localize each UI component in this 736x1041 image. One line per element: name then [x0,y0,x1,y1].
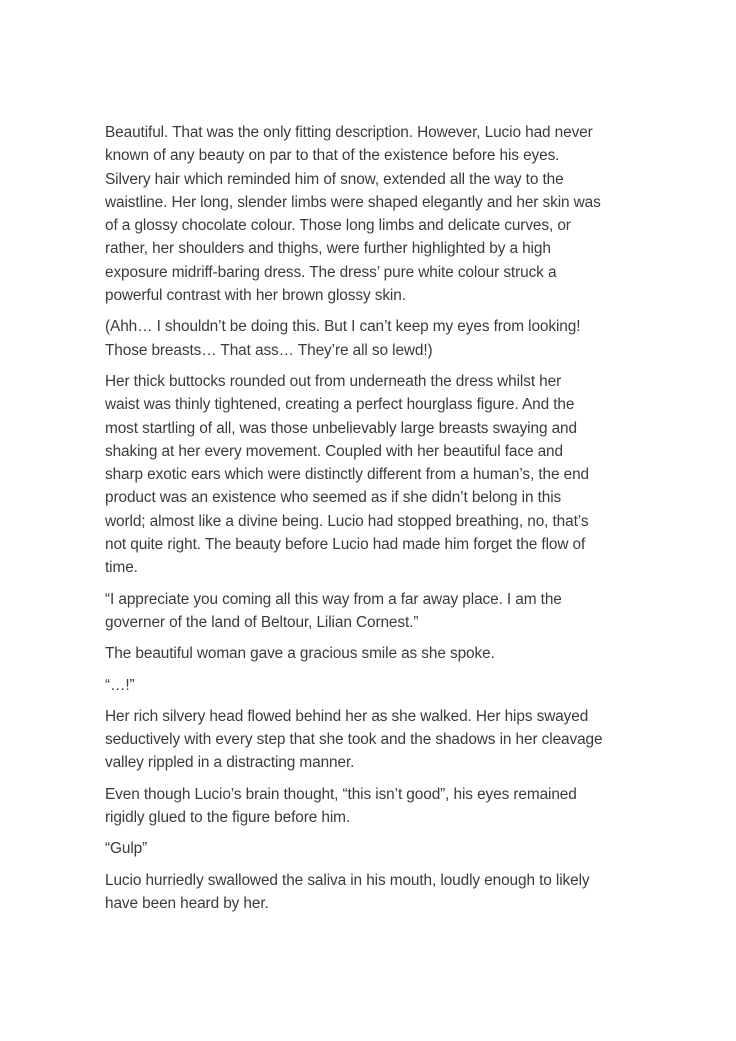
text-line: Those breasts… That ass… They’re all so lewd!) [105,341,433,359]
paragraph-figure [105,370,650,580]
text-line: Lucio hurriedly swallowed the saliva in his mouth, loudly enough to likely [105,871,590,889]
text-line: governer of the land of Beltour, Lilian Cornest.” [105,613,419,631]
text-line: Silvery hair which reminded him of snow, extended all the way to the [105,170,564,188]
paragraph-brain-thought [105,783,650,830]
text-line: Her thick buttocks rounded out from underneath the dress whilst her [105,372,562,390]
paragraph-exclaim [105,674,650,697]
paragraph-swallow [105,869,650,916]
text-line: sharp exotic ears which were distinctly different from a human’s, the end [105,466,590,484]
paragraph-gulp [105,837,650,860]
text-line: Her rich silvery head flowed behind her as she walked. Her hips swayed [105,707,589,725]
text-line: “Gulp” [105,840,148,858]
document-page [105,121,650,923]
text-line: powerful contrast with her brown glossy skin. [105,287,406,305]
paragraph-smile [105,642,650,665]
text-line: seductively with every step that she took and the shadows in her cleavage [105,731,603,749]
text-line: Even though Lucio’s brain thought, “this isn’t good”, his eyes remained [105,785,577,803]
text-line: of a glossy chocolate colour. Those long limbs and delicate curves, or [105,217,571,235]
paragraph-description [105,121,650,307]
text-line: world; almost like a divine being. Lucio had stopped breathing, no, that’s [105,512,589,530]
paragraph-walk [105,705,650,775]
text-line: The beautiful woman gave a gracious smile as she spoke. [105,645,495,663]
text-line: shaking at her every movement. Coupled with her beautiful face and [105,442,563,460]
text-line: Beautiful. That was the only fitting description. However, Lucio had never [105,124,593,141]
text-line: “I appreciate you coming all this way from a far away place. I am the [105,590,562,608]
text-line: rigidly glued to the figure before him. [105,809,351,827]
text-line: known of any beauty on par to that of the existence before his eyes. [105,147,560,165]
text-line: exposure midriff-baring dress. The dress’ pure white colour struck a [105,263,557,281]
text-line: product was an existence who seemed as if she didn’t belong in this [105,489,562,507]
text-line: valley rippled in a distracting manner. [105,754,355,772]
paragraph-inner-thought [105,315,650,362]
paragraph-dialogue-lilian [105,588,650,635]
text-line: time. [105,559,138,577]
text-line: not quite right. The beauty before Lucio had made him forget the flow of [105,536,586,554]
text-line: have been heard by her. [105,894,269,912]
text-line: rather, her shoulders and thighs, were further highlighted by a high [105,240,551,258]
text-line: “…!” [105,676,135,694]
text-line: waist was thinly tightened, creating a perfect hourglass figure. And the [105,396,575,414]
text-line: (Ahh… I shouldn’t be doing this. But I can’t keep my eyes from looking! [105,318,581,336]
text-line: waistline. Her long, slender limbs were shaped elegantly and her skin was [105,193,601,211]
text-line: most startling of all, was those unbelievably large breasts swaying and [105,419,577,437]
